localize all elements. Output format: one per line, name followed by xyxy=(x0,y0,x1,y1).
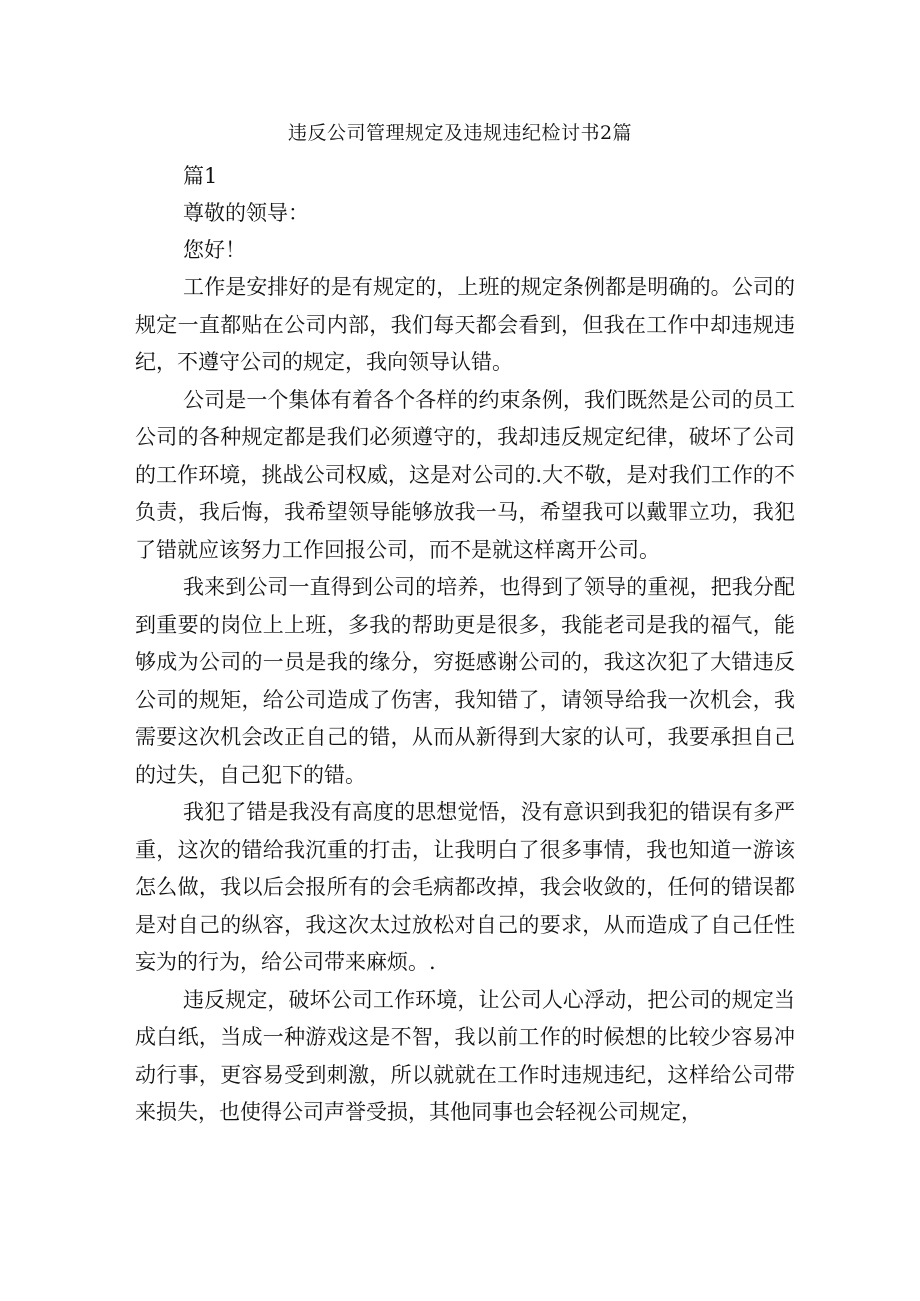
paragraph-1: 工作是安排好的是有规定的，上班的规定条例都是明确的。公司的规定一直都贴在公司内部，我们每天都会看到，但我在工作中却违规违纪，不遵守公司的规定，我向领导认错。 xyxy=(135,275,795,374)
section-label: 篇1 xyxy=(183,164,218,188)
paragraph-5: 违反规定，破坏公司工作环境，让公司人心浮动，把公司的规定当成白纸，当成一种游戏这是不智，我以前工作的时候想的比较少容易冲动行事，更容易受到刺激，所以就就在工作时违规违纪，这样给公司带来损失，也使得公司声誉受损，其他同事也会轻视公司规定， xyxy=(135,987,795,1124)
greeting: 您好！ xyxy=(183,238,246,262)
paragraph-4: 我犯了错是我没有高度的思想觉悟，没有意识到我犯的错误有多严重，这次的错给我沉重的打击，让我明白了很多事情，我也知道一游该怎么做，我以后会报所有的会毛病都改掉，我会收敛的，任何的错误都是对自己的纵容，我这次太过放松对自己的要求，从而造成了自己任性妄为的行为，给公司带来麻烦。. xyxy=(135,800,795,974)
salutation: 尊敬的领导： xyxy=(183,201,309,225)
document-body xyxy=(135,158,795,1132)
paragraph-3: 我来到公司一直得到公司的培养，也得到了领导的重视，把我分配到重要的岗位上上班，多我的帮助更是很多，我能老司是我的福气，能够成为公司的一员是我的缘分，穷挺感谢公司的，我这次犯了大错违反公司的规矩，给公司造成了伤害，我知错了，请领导给我一次机会，我需要这次机会改正自己的错，从而从新得到大家的认可，我要承担自己的过失，自己犯下的错。 xyxy=(135,575,795,787)
document-title: 违反公司管理规定及违规违纪检讨书2篇 xyxy=(287,122,633,144)
paragraph-2: 公司是一个集体有着各个各样的约束条例，我们既然是公司的员工公司的各种规定都是我们必须遵守的，我却违反规定纪律，破坏了公司的工作环境，挑战公司权威，这是对公司的.大不敬，是对我们工作的不负责，我后悔，我希望领导能够放我一马，希望我可以戴罪立功，我犯了错就应该努力工作回报公司，而不是就这样离开公司。 xyxy=(135,387,795,562)
